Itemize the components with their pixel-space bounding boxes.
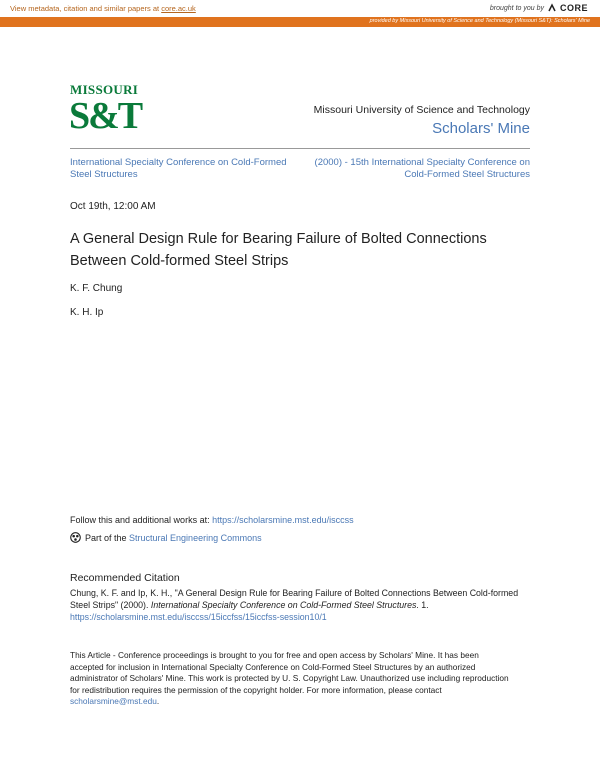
provided-by-text: provided by Missouri University of Science and Technology (Missouri S&T): Scholars' Mine xyxy=(369,18,590,24)
paper-title: A General Design Rule for Bearing Failure of Bolted Connections Between Cold-formed Steel Strips xyxy=(70,231,487,269)
part-of-text: Part of the xyxy=(85,532,130,543)
paper-date: Oct 19th, 12:00 AM xyxy=(70,201,156,212)
series-link-right[interactable]: (2000) - 15th International Specialty Conference on Cold-Formed Steel Structures xyxy=(314,157,530,180)
citation-heading: Recommended Citation xyxy=(70,572,180,584)
author-2: K. H. Ip xyxy=(70,307,104,318)
part-of-line xyxy=(70,532,262,543)
access-notice xyxy=(70,650,510,708)
follow-url-link[interactable]: https://scholarsmine.mst.edu/isccss xyxy=(212,515,354,525)
institution-name: Missouri University of Science and Technology xyxy=(313,104,530,116)
commons-network-icon xyxy=(70,532,81,543)
citation-text: Chung, K. F. and Ip, K. H., "A General Design Rule for Bearing Failure of Bolted Connections Between Cold-formed Steel Strips" (2000). xyxy=(70,588,519,610)
author-1: K. F. Chung xyxy=(70,283,123,294)
core-link[interactable]: core.ac.uk xyxy=(161,4,196,13)
citation-suffix: . 1. xyxy=(416,600,429,610)
brought-by-core[interactable] xyxy=(490,3,588,13)
brought-by-text: brought to you by xyxy=(489,4,544,12)
core-metadata-text: View metadata, citation and similar papers at xyxy=(10,4,162,13)
core-logo-icon xyxy=(547,3,557,13)
commons-link[interactable]: Structural Engineering Commons xyxy=(129,532,262,543)
notice-end: . xyxy=(156,696,160,706)
st-logo-initials: S&T xyxy=(69,95,142,137)
series-link-left[interactable]: International Specialty Conference on Cold-Formed Steel Structures xyxy=(70,157,287,180)
contact-email-link[interactable]: scholarsmine@mst.edu xyxy=(70,696,157,706)
core-metadata-link[interactable] xyxy=(10,4,196,13)
scholars-mine-link[interactable]: Scholars' Mine xyxy=(432,120,530,137)
notice-text: This Article - Conference proceedings is brought to you for free and open access by Scholars' Mine. It has been accepted for inclusion in International Specialty Conference on Cold-Formed Steel Structures by an authorized administrator of Scholars' Mine. This work is protected by U. S. Copyright Law. Unauthorized use including reproduction for redistribution requires the permission of the copyright holder. For more information, please contact xyxy=(70,650,509,695)
follow-line xyxy=(70,515,354,525)
header-divider xyxy=(70,148,530,149)
core-label: CORE xyxy=(559,3,588,13)
citation-journal: International Specialty Conference on Cold-Formed Steel Structures xyxy=(150,600,417,610)
missouri-logo-word: MISSOURI xyxy=(70,82,139,97)
citation-url-link[interactable]: https://scholarsmine.mst.edu/isccss/15iccfss/15iccfss-session10/1 xyxy=(70,612,327,622)
follow-text: Follow this and additional works at: xyxy=(70,515,213,525)
provided-by-strip xyxy=(0,17,600,27)
citation-body xyxy=(70,587,540,623)
